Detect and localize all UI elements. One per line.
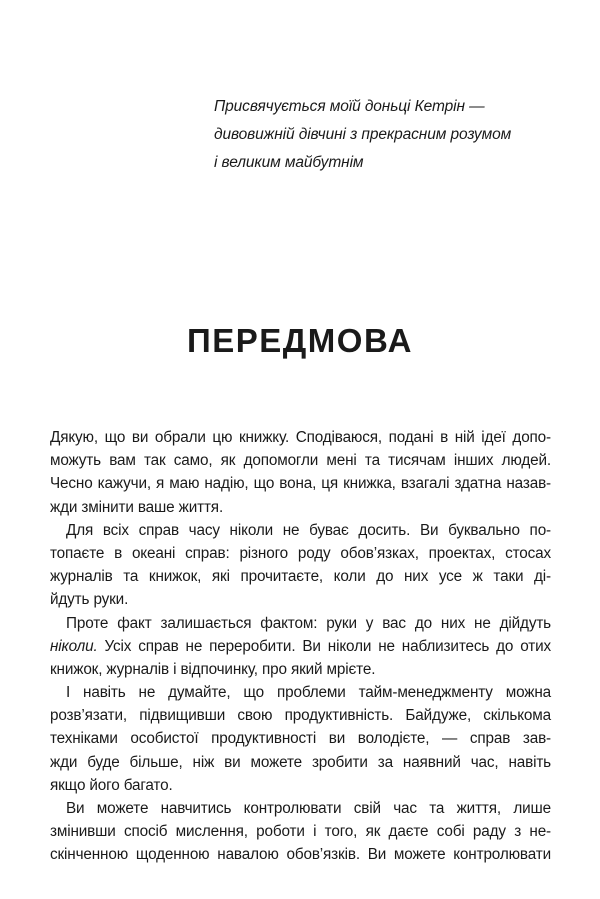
text-line: йдуть руки. — [50, 591, 129, 609]
text-line: Для всіх справ часу ніколи не буває досить. Ви буквально по- — [66, 521, 551, 539]
dedication-line: дивовижній дівчині з прекрасним розумом — [214, 126, 512, 143]
body-text — [50, 426, 551, 867]
text-line: книжок, журналів і відпочинку, про який мрієте. — [50, 660, 376, 678]
text-line: можуть вам так само, як допомогли мені та тисячам інших людей. — [50, 452, 551, 470]
text-line: топаєте в океані справ: різного роду обов’язках, проектах, стосах — [50, 544, 551, 562]
dedication — [214, 93, 554, 177]
chapter-title: ПЕРЕДМОВА — [187, 322, 413, 359]
dedication-line: Присвячується моїй доньці Кетрін — — [214, 98, 485, 115]
text-line: змінивши спосіб мислення, роботи і того, як даєте собі раду з не- — [50, 823, 551, 841]
text-line: Ви можете навчитись контролювати свій час та життя, лише — [66, 800, 551, 817]
text-line: розв’язати, підвищивши свою продуктивність. Байдуже, скількома — [50, 707, 551, 725]
text-line: Проте факт залишається фактом: руки у вас до них не дійдуть — [66, 614, 551, 632]
text-line — [50, 635, 551, 658]
text-line: якщо його багато. — [50, 776, 173, 794]
text-line: техніками особистої продуктивності ви володієте, — справ зав- — [50, 730, 551, 748]
text-line: скінченною щоденною навалою обов’язків. Ви можете контролювати — [50, 846, 551, 864]
text-fragment: Усіх справ не переробити. Ви ніколи не наблизитесь до отих — [97, 637, 551, 655]
text-line: журналів та книжок, які прочитаєте, коли до них усе ж таки ді- — [50, 568, 551, 586]
emphasis-word: ніколи. — [50, 637, 98, 655]
text-line: Дякую, що ви обрали цю книжку. Сподіваюся, подані в ній ідеї допо- — [50, 429, 551, 446]
text-line: І навіть не думайте, що проблеми тайм-менеджменту можна — [66, 684, 551, 702]
dedication-line: і великим майбутнім — [214, 154, 364, 171]
text-line: Чесно кажучи, я маю надію, що вона, ця книжка, взагалі здатна назав- — [50, 475, 551, 493]
text-line: жди змінити ваше життя. — [50, 498, 224, 516]
text-line: жди буде більше, ніж ви можете зробити за наявний час, навіть — [50, 753, 551, 771]
